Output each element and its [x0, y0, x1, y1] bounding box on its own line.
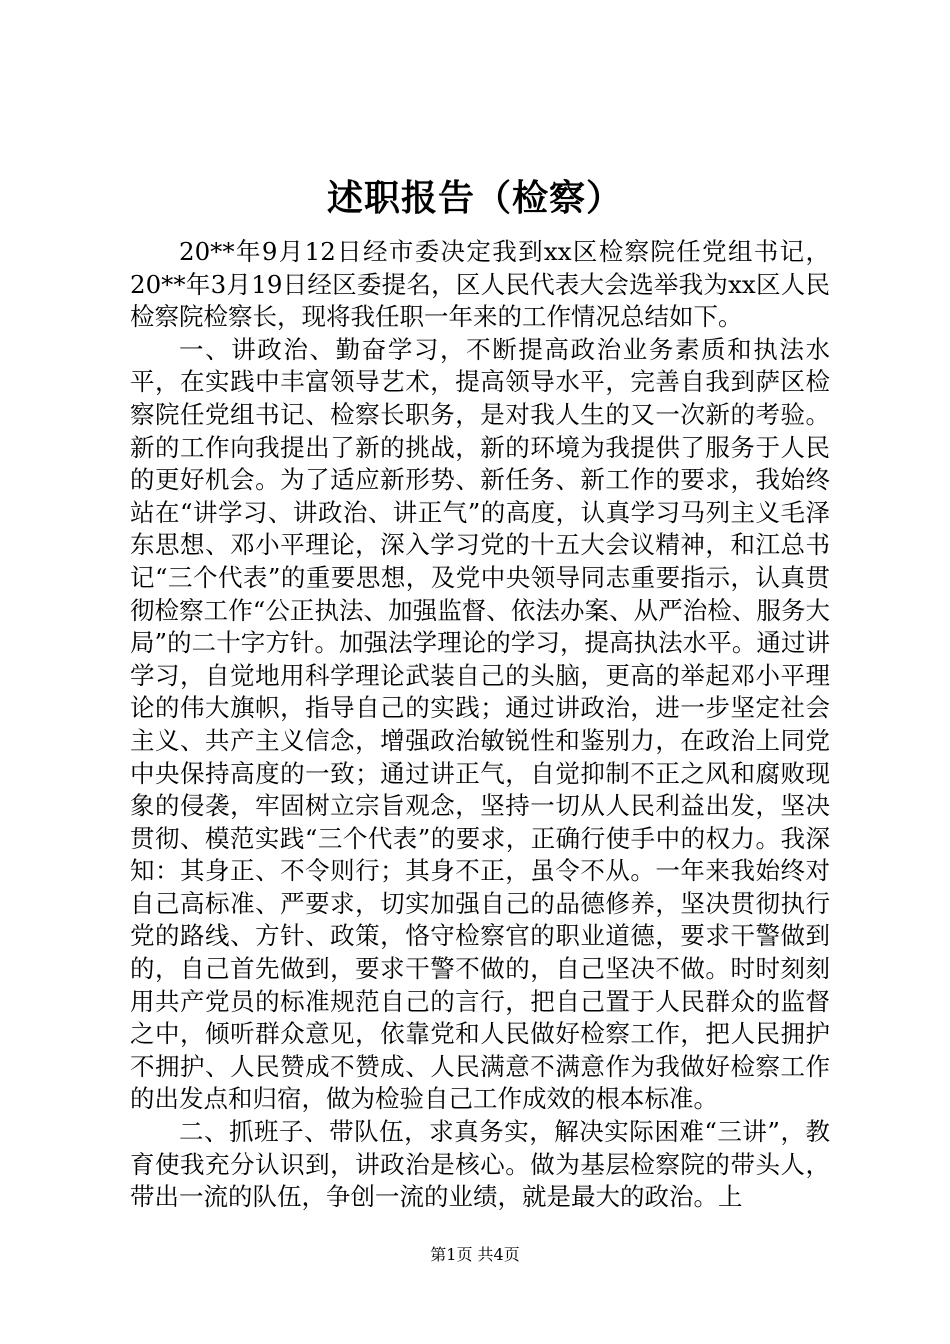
document-title: 述职报告（检察） — [326, 177, 623, 219]
page-total: 共4页 — [477, 1245, 520, 1264]
page-number: 第1页 — [430, 1245, 473, 1264]
document-body — [130, 236, 830, 1214]
paragraph-section-two: 二、抓班子、带队伍，求真务实，解决实际困难“三讲”，教育使我充分认识到，讲政治是核心。做为基层检察院的带头人，带出一流的队伍，争创一流的业绩，就是最大的政治。上 — [130, 1117, 830, 1212]
paragraph-intro: 20**年9月12日经市委决定我到xx区检察院任党组书记，20**年3月19日经区委提名，区人民代表大会选举我为xx区人民检察院检察长，现将我任职一年来的工作情况总结如下。 — [130, 237, 830, 332]
page-footer — [0, 1244, 950, 1266]
paragraph-section-one: 一、讲政治、勤奋学习，不断提高政治业务素质和执法水平，在实践中丰富领导艺术，提高领导水平，完善自我到萨区检察院任党组书记、检察长职务，是对我人生的又一次新的考验。新的工作向我提出了新的挑战，新的环境为我提供了服务于人民的更好机会。为了适应新形势、新任务、新工作的要求，我始终站在“讲学习、讲政治、讲正气”的高度，认真学习马列主义毛泽东思想、邓小平理论，深入学习党的十五大会议精神，和江总书记“三个代表”的重要思想，及党中央领导同志重要指示，认真贯彻检察工作“公正执法、加强监督、依法办案、从严治检、服务大局”的二十字方针。加强法学理论的学习，提高执法水平。通过讲学习，自觉地用科学理论武装自己的头脑，更高的举起邓小平理论的伟大旗帜，指导自己的实践；通过讲政治，进一步坚定社会主义、共产主义信念，增强政治敏锐性和鉴别力，在政治上同党中央保持高度的一致；通过讲正气，自觉抑制不正之风和腐败现象的侵袭，牢固树立宗旨观念，坚持一切从人民利益出发，坚决贯彻、模范实践“三个代表”的要求，正确行使手中的权力。我深知：其身正、不令则行；其身不正，虽令不从。一年来我始终对自己高标准、严要求，切实加强自己的品德修养，坚决贯彻执行党的路线、方针、政策，恪守检察官的职业道德，要求干警做到的，自己首先做到，要求干警不做的，自己坚决不做。时时刻刻用共产党员的标准规范自己的言行，把自己置于人民群众的监督之中，倾听群众意见，依靠党和人民做好检察工作，把人民拥护不拥护、人民赞成不赞成、人民满意不满意作为我做好检察工作的出发点和归宿，做为检验自己工作成效的根本标准。 — [130, 334, 830, 1114]
